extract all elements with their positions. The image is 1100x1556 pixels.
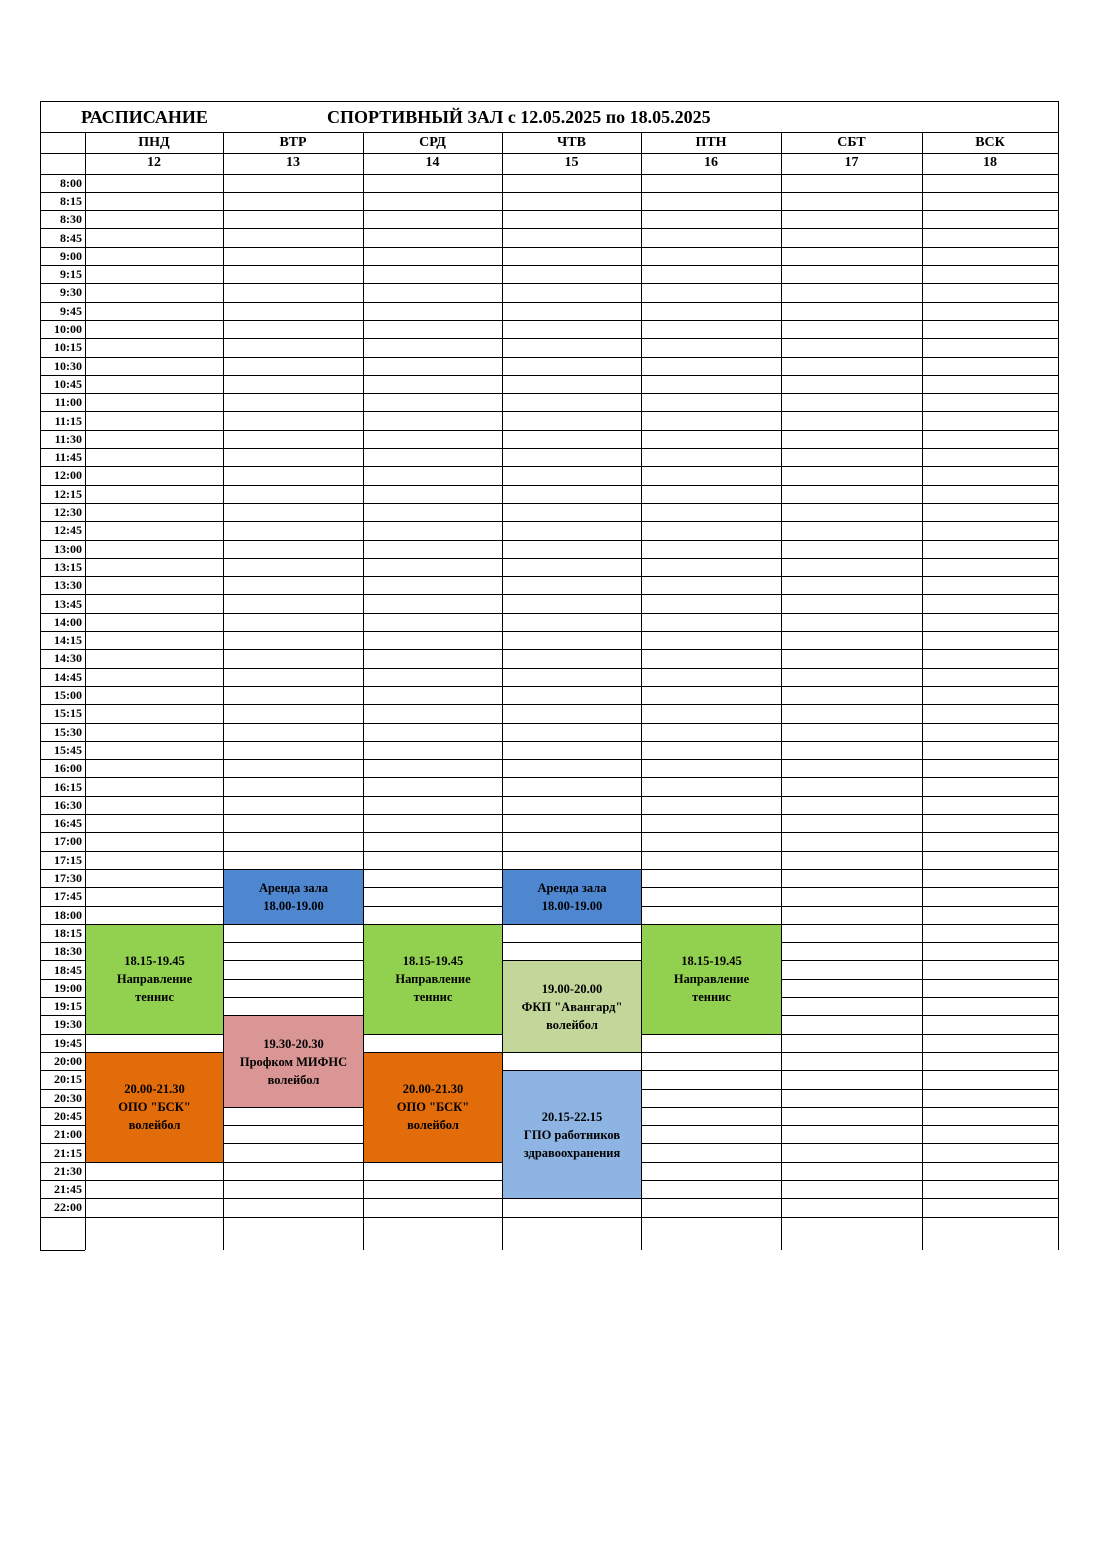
grid-line [40, 485, 1058, 486]
time-label: 8:45 [60, 230, 82, 245]
event-text: 19.00-20.00 [541, 981, 603, 996]
event-text: 18.15-19.45 [124, 954, 185, 969]
time-label: 17:00 [54, 834, 82, 849]
grid-line [40, 613, 1058, 614]
time-label: 19:15 [54, 999, 82, 1014]
time-label: 21:00 [54, 1127, 82, 1142]
day-name: СБТ [837, 134, 866, 150]
time-label: 11:45 [54, 450, 82, 465]
time-label: 9:30 [60, 285, 82, 300]
event-text: ОПО "БСК" [396, 1100, 470, 1115]
grid-line [40, 357, 1058, 358]
grid-line [40, 265, 1058, 266]
time-label: 16:45 [54, 816, 82, 831]
grid-line [40, 777, 1058, 778]
day-date: 14 [425, 155, 440, 171]
day-name: ВТР [279, 134, 307, 150]
time-label: 20:00 [54, 1054, 82, 1069]
grid-line [40, 723, 1058, 724]
time-label: 14:45 [54, 669, 82, 684]
grid-line [40, 430, 1058, 431]
time-label: 13:00 [54, 541, 82, 556]
time-label: 19:00 [54, 980, 82, 995]
grid-line [40, 521, 1058, 522]
time-label: 16:00 [54, 761, 82, 776]
time-label: 12:45 [54, 523, 82, 538]
event-text: волейбол [128, 1118, 181, 1133]
grid-line [40, 375, 1058, 376]
grid-line [40, 741, 1058, 742]
event-text: 20.00-21.30 [124, 1082, 185, 1097]
event-block [363, 1052, 503, 1163]
event-text: 19.30-20.30 [263, 1036, 324, 1051]
time-label: 13:15 [54, 559, 82, 574]
time-label: 8:00 [60, 175, 82, 190]
event-block [85, 924, 224, 1035]
grid-line [1058, 101, 1059, 1250]
grid-line [40, 704, 1058, 705]
time-label: 18:15 [54, 925, 82, 940]
grid-line [40, 1217, 1058, 1218]
grid-line [40, 558, 1058, 559]
grid-line [40, 210, 1058, 211]
event-text: Аренда зала [258, 880, 329, 895]
grid-line [40, 576, 1058, 577]
grid-line [40, 228, 1058, 229]
time-label: 15:45 [54, 742, 82, 757]
time-label: 11:00 [54, 395, 82, 410]
day-date: 12 [147, 155, 161, 171]
time-label: 20:45 [54, 1108, 82, 1123]
time-label: 16:30 [54, 797, 82, 812]
time-label: 21:30 [54, 1163, 82, 1178]
schedule-title: РАСПИСАНИЕ [81, 107, 208, 127]
time-label: 12:00 [54, 468, 82, 483]
grid-line [40, 668, 1058, 669]
event-text: теннис [413, 990, 453, 1005]
grid-line [40, 540, 1058, 541]
time-label: 20:30 [54, 1090, 82, 1105]
schedule-subtitle: СПОРТИВНЫЙ ЗАЛ с 12.05.2025 по 18.05.2025 [327, 107, 711, 127]
event-block [502, 869, 642, 925]
time-label: 11:15 [54, 413, 82, 428]
event-text: Направление [395, 972, 471, 987]
time-label: 8:15 [60, 193, 82, 208]
day-name: СРД [419, 134, 446, 150]
grid-line [40, 832, 1058, 833]
time-label: 9:45 [60, 303, 82, 318]
grid-line [40, 851, 1058, 852]
event-text: теннис [135, 990, 174, 1005]
event-text: здравоохранения [523, 1145, 621, 1160]
time-label: 15:00 [54, 688, 82, 703]
time-label: 21:15 [54, 1145, 82, 1160]
grid-line [922, 132, 923, 1250]
day-date: 13 [286, 155, 300, 171]
grid-line [40, 759, 1058, 760]
day-name: ПНД [138, 134, 170, 150]
time-label: 13:45 [54, 596, 82, 611]
time-label: 18:45 [54, 962, 82, 977]
day-date: 18 [983, 155, 997, 171]
grid-line [40, 814, 1058, 815]
grid-line [40, 283, 1058, 284]
event-text: 18.15-19.45 [402, 954, 464, 969]
day-date: 15 [564, 155, 579, 171]
event-block [223, 869, 364, 925]
time-label: 11:30 [54, 431, 82, 446]
event-text: волейбол [267, 1072, 320, 1087]
grid-line [40, 101, 1058, 102]
event-text: Профком МИФНС [239, 1054, 348, 1069]
time-label: 8:30 [60, 212, 82, 227]
event-text: 18.15-19.45 [681, 954, 742, 969]
time-label: 12:15 [54, 486, 82, 501]
grid-line [40, 338, 1058, 339]
grid-line [40, 320, 1058, 321]
day-name: ПТН [695, 134, 727, 150]
time-label: 22:00 [54, 1200, 82, 1215]
event-text: теннис [692, 990, 731, 1005]
event-text: Направление [116, 972, 193, 987]
time-label: 19:30 [54, 1017, 82, 1032]
grid-line [40, 393, 1058, 394]
event-text: 18.00-19.00 [541, 898, 603, 913]
time-label: 20:15 [54, 1072, 82, 1087]
time-label: 17:45 [54, 889, 82, 904]
time-label: 10:00 [54, 322, 82, 337]
time-label: 10:45 [54, 376, 82, 391]
time-label: 18:00 [54, 907, 82, 922]
grid-line [40, 448, 1058, 449]
grid-line [40, 594, 1058, 595]
day-date: 16 [704, 155, 718, 171]
grid-line [40, 466, 1058, 467]
time-label: 16:15 [54, 779, 82, 794]
event-block [641, 924, 782, 1035]
time-label: 21:45 [54, 1182, 82, 1197]
grid-line [40, 649, 1058, 650]
time-label: 15:15 [54, 706, 82, 721]
event-text: волейбол [546, 1017, 598, 1032]
event-block [502, 1070, 642, 1199]
time-label: 18:30 [54, 944, 82, 959]
time-label: 10:15 [54, 340, 82, 355]
event-text: 18.00-19.00 [263, 898, 324, 913]
event-text: Аренда зала [537, 880, 607, 895]
time-label: 9:15 [60, 267, 82, 282]
grid-line [40, 686, 1058, 687]
event-block [223, 1015, 364, 1108]
event-text: 20.15-22.15 [541, 1109, 603, 1124]
event-text: волейбол [407, 1118, 459, 1133]
grid-line [781, 132, 782, 1250]
time-label: 14:30 [54, 651, 82, 666]
time-label: 14:15 [54, 633, 82, 648]
grid-line [40, 631, 1058, 632]
time-label: 14:00 [54, 614, 82, 629]
time-label: 12:30 [54, 505, 82, 520]
time-label: 9:00 [60, 248, 82, 263]
time-label: 10:30 [54, 358, 82, 373]
grid-line [40, 247, 1058, 248]
event-text: 20.00-21.30 [402, 1082, 464, 1097]
event-text: ФКП "Авангард" [521, 999, 623, 1014]
grid-line [40, 1250, 85, 1251]
event-text: Направление [673, 972, 750, 987]
event-block [502, 960, 642, 1053]
grid-line [40, 796, 1058, 797]
time-label: 19:45 [54, 1035, 82, 1050]
time-label: 17:30 [54, 871, 82, 886]
event-text: ОПО "БСК" [118, 1100, 191, 1115]
time-label: 17:15 [54, 852, 82, 867]
grid-line [40, 174, 1058, 175]
day-name: ЧТВ [557, 134, 586, 150]
event-text: ГПО работников [523, 1127, 621, 1142]
time-label: 15:30 [54, 724, 82, 739]
grid-line [40, 192, 1058, 193]
event-block [363, 924, 503, 1035]
grid-line [40, 503, 1058, 504]
day-date: 17 [844, 155, 859, 171]
grid-line [40, 411, 1058, 412]
day-name: ВСК [975, 134, 1005, 150]
event-block [85, 1052, 224, 1163]
time-label: 13:30 [54, 578, 82, 593]
grid-line [40, 302, 1058, 303]
